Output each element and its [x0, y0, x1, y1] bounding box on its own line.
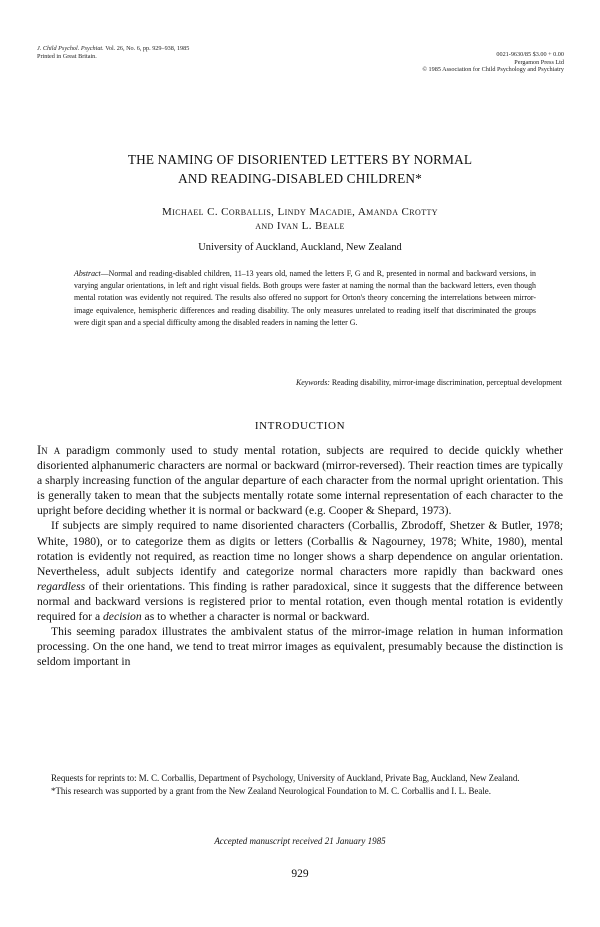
- accepted-note: [40, 836, 560, 846]
- abstract: [74, 268, 536, 329]
- abstract-text: —Normal and reading-disabled children, 11–13 years old, named the letters F, G and R, presented in normal and backward versions, in varying angular orientations, in left and right visual fields. Both groups were faster at naming the normal than the backward letters, even though mental rotation was evidently not required. The results also offered no support for Orton's theory concerning the interrelations between mirror-image equivalence, hemispheric differences and reading disability. The only measures unrelated to reading itself that discriminated the groups were digit span and a special difficulty among the disabled readers in naming the letter G.: [74, 269, 536, 327]
- keywords-text: Reading disability, mirror-image discrimination, perceptual development: [331, 378, 562, 387]
- paragraph-1-text: paradigm commonly used to study mental rotation, subjects are required to decide quickly whether disoriented alphanumeric characters are normal or backward (mirror-reversed). Their reaction times are typically a sharply increasing function of the angular departure of each character from the normal upright orientation. This is generally taken to mean that the subjects mentally rotate some internal representation of each character to the upright before deciding whether it is normal or backward (e.g. Cooper & Shepard, 1973).: [37, 444, 563, 518]
- keywords-label: Keywords:: [296, 378, 330, 387]
- paragraph-2-text-c: as to whether a character is normal or backward.: [144, 610, 370, 624]
- paragraph-2-text-b: of their orientations. This finding is rather paradoxical, since it suggests that the difference between normal and backward versions is registered prior to mental rotation, even though mental rotation is evidently required for a: [37, 579, 564, 624]
- accepted-label: Accepted manuscript received: [214, 836, 323, 846]
- keywords: [74, 378, 562, 388]
- publisher-name: Pergamon Press Ltd: [514, 58, 564, 66]
- journal-citation: [37, 45, 297, 61]
- page-number: 929: [291, 868, 309, 880]
- journal-name: J. Child Psychol. Psychiat.: [37, 45, 104, 52]
- authors-line-2: and Ivan L. Beale: [255, 220, 345, 232]
- price-code: 0021-9630/85 $3.00 + 0.00: [496, 51, 564, 58]
- copyright-line: © 1985 Association for Child Psychology and Psychiatry: [422, 66, 564, 74]
- footnotes: [37, 773, 563, 798]
- abstract-label: Abstract: [74, 269, 101, 278]
- body-text: [37, 443, 563, 669]
- footnote-funding: *This research was supported by a grant from the New Zealand Neurological Foundation to M. C. Corballis and I. L. Beale.: [51, 785, 491, 796]
- author-list: [40, 205, 560, 233]
- emphasis-regardless: regardless: [37, 579, 86, 593]
- publisher-info: [314, 51, 564, 74]
- drop-cap: In a: [37, 443, 61, 457]
- paragraph-3: This seeming paradox illustrates the ambivalent status of the mirror-image relation in human information processing. On the one hand, we tend to treat mirror images as equivalent, presumably because the distinction is seldom important in: [37, 625, 563, 669]
- printed-in: Printed in Great Britain.: [37, 53, 97, 60]
- title-line-2: AND READING-DISABLED CHILDREN*: [178, 171, 422, 186]
- emphasis-decision: decision: [103, 610, 142, 624]
- affiliation: University of Auckland, Auckland, New Zealand: [198, 242, 402, 253]
- footnote-reprints: Requests for reprints to: M. C. Corballis, Department of Psychology, University of Auckland, Private Bag, Auckland, New Zealand.: [51, 773, 520, 783]
- paragraph-2-text-a: If subjects are simply required to name disoriented characters (Corballis, Zbrodoff, Shetzer & Butler, 1978; White, 1980), or to categorize them as digits or letters (Corballis & Nagourney, 1978; White, 1980), mental rotation is evidently not required, as reaction time no longer shows a sharp dependence on angular orientation. Nevertheless, adult subjects identify and categorize normal characters more rapidly than backward ones: [37, 519, 563, 578]
- accepted-date: 21 January 1985: [324, 836, 386, 846]
- paragraph-2: [37, 518, 563, 624]
- title-line-1: THE NAMING OF DISORIENTED LETTERS BY NORMAL: [127, 152, 473, 167]
- article-title: [40, 150, 560, 188]
- paragraph-1: [37, 443, 563, 518]
- section-heading: INTRODUCTION: [254, 420, 346, 432]
- authors-line-1: Michael C. Corballis, Lindy Macadie, Amanda Crotty: [162, 206, 438, 218]
- volume-pages: Vol. 26, No. 6, pp. 929–938, 1985: [105, 45, 190, 52]
